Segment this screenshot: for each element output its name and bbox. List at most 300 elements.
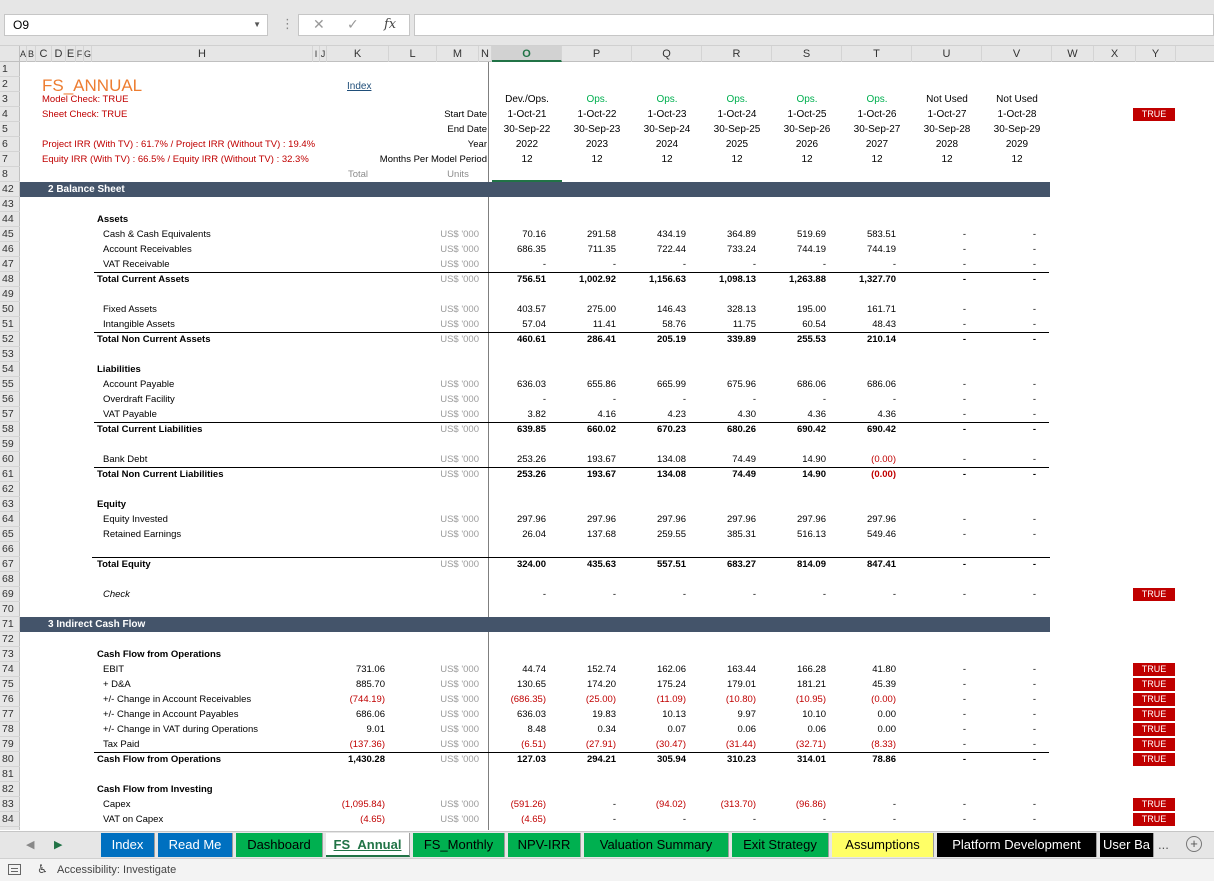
row-header[interactable]: 45 — [0, 227, 20, 242]
row-header[interactable]: 42 — [0, 182, 20, 197]
value-cell[interactable]: (27.91) — [585, 739, 616, 750]
value-cell[interactable]: (686.35) — [510, 694, 546, 705]
value-cell[interactable]: 814.09 — [796, 559, 826, 570]
value-cell[interactable]: 162.06 — [656, 664, 686, 675]
value-cell[interactable]: - — [962, 424, 966, 435]
column-header-w[interactable]: W — [1052, 46, 1094, 62]
value-cell[interactable]: - — [1032, 559, 1036, 570]
column-header-k[interactable]: K — [327, 46, 389, 62]
column-header-a[interactable]: A — [20, 46, 27, 62]
value-cell[interactable]: 328.13 — [726, 304, 756, 315]
value-cell[interactable]: - — [892, 589, 896, 600]
value-cell[interactable]: - — [1032, 229, 1036, 240]
name-box[interactable] — [4, 14, 268, 36]
value-cell[interactable]: - — [612, 814, 616, 825]
tab-exit-strategy[interactable]: Exit Strategy — [732, 833, 829, 857]
formula-input[interactable] — [414, 14, 1214, 36]
value-cell[interactable]: (0.00) — [871, 454, 896, 465]
value-cell[interactable]: - — [612, 259, 616, 270]
row-header[interactable]: 60 — [0, 452, 20, 467]
value-cell[interactable]: - — [1032, 424, 1036, 435]
value-cell[interactable]: - — [1032, 259, 1036, 270]
column-header-c[interactable]: C — [36, 46, 52, 62]
value-cell[interactable]: 58.76 — [662, 319, 686, 330]
value-cell[interactable]: - — [892, 259, 896, 270]
value-cell[interactable]: - — [962, 304, 966, 315]
more-tabs-icon[interactable]: ... — [1158, 837, 1169, 852]
column-header-d[interactable]: D — [52, 46, 66, 62]
value-cell[interactable]: - — [612, 589, 616, 600]
value-cell[interactable]: (4.65) — [521, 814, 546, 825]
value-cell[interactable]: 4.36 — [807, 409, 826, 420]
enter-icon[interactable]: ✓ — [347, 16, 359, 32]
column-header-e[interactable]: E — [66, 48, 75, 60]
value-cell[interactable]: 711.35 — [587, 244, 616, 255]
value-cell[interactable]: 161.71 — [866, 304, 896, 315]
value-cell[interactable]: 11.41 — [592, 319, 616, 330]
value-cell[interactable]: 847.41 — [866, 559, 896, 570]
value-cell[interactable]: - — [892, 394, 896, 405]
value-cell[interactable]: - — [1032, 709, 1036, 720]
value-cell[interactable]: - — [822, 394, 826, 405]
value-cell[interactable]: - — [962, 334, 966, 345]
row-header[interactable]: 48 — [0, 272, 20, 287]
value-cell[interactable]: (8.33) — [871, 739, 896, 750]
value-cell[interactable]: 48.43 — [872, 319, 896, 330]
value-cell[interactable]: 74.49 — [732, 454, 756, 465]
value-cell[interactable]: - — [1032, 394, 1036, 405]
value-cell[interactable]: 4.36 — [877, 409, 896, 420]
value-cell[interactable]: - — [962, 244, 966, 255]
value-cell[interactable]: - — [892, 814, 896, 825]
value-cell[interactable]: 205.19 — [656, 334, 686, 345]
worksheet-grid[interactable] — [20, 62, 1176, 830]
value-cell[interactable]: 255.53 — [796, 334, 826, 345]
value-cell[interactable]: 460.61 — [516, 334, 546, 345]
value-cell[interactable]: 193.67 — [586, 469, 616, 480]
value-cell[interactable]: 686.06 — [866, 379, 896, 390]
row-header[interactable]: 79 — [0, 737, 20, 752]
index-link[interactable]: Index — [347, 81, 372, 92]
row-header[interactable]: 55 — [0, 377, 20, 392]
accessibility-status[interactable]: Accessibility: Investigate — [57, 864, 177, 876]
row-header[interactable]: 66 — [0, 542, 20, 557]
value-cell[interactable]: 4.23 — [667, 409, 686, 420]
value-cell[interactable]: 41.80 — [872, 664, 896, 675]
tab-platform-development[interactable]: Platform Development — [937, 833, 1097, 857]
row-header[interactable]: 3 — [0, 92, 20, 107]
value-cell[interactable]: 339.89 — [726, 334, 756, 345]
value-cell[interactable]: (94.02) — [655, 799, 686, 810]
column-header-m[interactable]: M — [437, 46, 479, 62]
accessibility-icon[interactable]: ♿ — [37, 862, 48, 876]
value-cell[interactable]: - — [1032, 754, 1036, 765]
chevron-down-icon[interactable]: ▼ — [253, 20, 261, 29]
value-cell[interactable]: 130.65 — [516, 679, 546, 690]
value-cell[interactable]: 3.82 — [527, 409, 546, 420]
value-cell[interactable]: - — [962, 589, 966, 600]
value-cell[interactable]: - — [962, 529, 966, 540]
value-cell[interactable]: 297.96 — [516, 514, 546, 525]
value-cell[interactable]: - — [1032, 454, 1036, 465]
value-cell[interactable]: - — [962, 739, 966, 750]
value-cell[interactable]: (313.70) — [720, 799, 756, 810]
column-header-t[interactable]: T — [842, 46, 912, 62]
column-header-x[interactable]: X — [1094, 46, 1136, 62]
value-cell[interactable]: 305.94 — [656, 754, 686, 765]
row-header[interactable]: 7 — [0, 152, 20, 167]
value-cell[interactable]: - — [962, 679, 966, 690]
value-cell[interactable]: 181.21 — [796, 679, 826, 690]
value-cell[interactable]: - — [962, 394, 966, 405]
value-cell[interactable]: 291.58 — [586, 229, 616, 240]
value-cell[interactable]: 385.31 — [726, 529, 756, 540]
column-header-y[interactable]: Y — [1136, 46, 1176, 62]
value-cell[interactable]: 11.75 — [732, 319, 756, 330]
row-header[interactable]: 54 — [0, 362, 20, 377]
tab-fs-monthly[interactable]: FS_Monthly — [413, 833, 505, 857]
value-cell[interactable]: - — [962, 514, 966, 525]
value-cell[interactable]: 210.14 — [866, 334, 896, 345]
value-cell[interactable]: (6.51) — [521, 739, 546, 750]
value-cell[interactable]: 0.00 — [877, 724, 896, 735]
value-cell[interactable]: 557.51 — [656, 559, 686, 570]
value-cell[interactable]: 686.06 — [796, 379, 826, 390]
value-cell[interactable]: 0.07 — [667, 724, 686, 735]
row-header[interactable]: 70 — [0, 602, 20, 617]
value-cell[interactable]: (0.00) — [871, 469, 896, 480]
value-cell[interactable]: 722.44 — [656, 244, 686, 255]
value-cell[interactable]: 10.13 — [662, 709, 686, 720]
tab-valuation-summary[interactable]: Valuation Summary — [584, 833, 729, 857]
column-header-l[interactable]: L — [389, 46, 437, 62]
cancel-icon[interactable]: ✕ — [313, 16, 325, 32]
value-cell[interactable]: 0.00 — [877, 709, 896, 720]
row-header[interactable]: 46 — [0, 242, 20, 257]
row-header[interactable]: 84 — [0, 812, 20, 827]
value-cell[interactable]: (30.47) — [655, 739, 686, 750]
column-header-r[interactable]: R — [702, 46, 772, 62]
insert-function-icon[interactable]: fx — [384, 17, 397, 32]
row-header[interactable]: 65 — [0, 527, 20, 542]
value-cell[interactable]: 733.24 — [726, 244, 756, 255]
value-cell[interactable]: - — [1032, 529, 1036, 540]
value-cell[interactable]: 675.96 — [726, 379, 756, 390]
row-header[interactable]: 57 — [0, 407, 20, 422]
value-cell[interactable]: 253.26 — [516, 469, 546, 480]
value-cell[interactable]: 8.48 — [527, 724, 546, 735]
value-cell[interactable]: - — [752, 394, 756, 405]
value-cell[interactable]: 660.02 — [586, 424, 616, 435]
row-header[interactable]: 68 — [0, 572, 20, 587]
row-header[interactable]: 81 — [0, 767, 20, 782]
value-cell[interactable]: 297.96 — [726, 514, 756, 525]
row-header[interactable]: 6 — [0, 137, 20, 152]
row-header[interactable]: 49 — [0, 287, 20, 302]
row-header[interactable]: 8 — [0, 167, 20, 182]
value-cell[interactable]: 275.00 — [586, 304, 616, 315]
value-cell[interactable]: - — [962, 754, 966, 765]
value-cell[interactable]: 756.51 — [516, 274, 546, 285]
value-cell[interactable]: - — [962, 724, 966, 735]
value-cell[interactable]: 364.89 — [726, 229, 756, 240]
value-cell[interactable]: 45.39 — [872, 679, 896, 690]
value-cell[interactable]: 665.99 — [656, 379, 686, 390]
tab-read-me[interactable]: Read Me — [158, 833, 233, 857]
value-cell[interactable]: (25.00) — [585, 694, 616, 705]
row-header[interactable]: 2 — [0, 77, 20, 92]
value-cell[interactable]: - — [1032, 679, 1036, 690]
value-cell[interactable]: 683.27 — [726, 559, 756, 570]
row-header[interactable]: 67 — [0, 557, 20, 572]
value-cell[interactable]: 516.13 — [796, 529, 826, 540]
value-cell[interactable]: 1,327.70 — [859, 274, 896, 285]
row-header[interactable]: 83 — [0, 797, 20, 812]
value-cell[interactable]: 57.04 — [522, 319, 546, 330]
value-cell[interactable]: 686.35 — [516, 244, 546, 255]
column-header-b[interactable]: B — [27, 46, 36, 62]
column-header-p[interactable]: P — [562, 46, 632, 62]
row-header[interactable]: 50 — [0, 302, 20, 317]
column-header-i[interactable]: I — [313, 46, 320, 62]
value-cell[interactable]: - — [962, 274, 966, 285]
row-header[interactable]: 52 — [0, 332, 20, 347]
row-header[interactable]: 76 — [0, 692, 20, 707]
value-cell[interactable]: 78.86 — [872, 754, 896, 765]
value-cell[interactable]: 636.03 — [516, 379, 546, 390]
value-cell[interactable]: - — [962, 319, 966, 330]
value-cell[interactable]: 1,263.88 — [789, 274, 826, 285]
row-header[interactable]: 80 — [0, 752, 20, 767]
value-cell[interactable]: - — [612, 394, 616, 405]
value-cell[interactable]: 583.51 — [866, 229, 896, 240]
value-cell[interactable]: 286.41 — [586, 334, 616, 345]
value-cell[interactable]: - — [822, 814, 826, 825]
value-cell[interactable]: - — [1032, 304, 1036, 315]
row-header[interactable]: 4 — [0, 107, 20, 122]
value-cell[interactable]: 44.74 — [522, 664, 546, 675]
value-cell[interactable]: 163.44 — [726, 664, 756, 675]
value-cell[interactable]: 19.83 — [592, 709, 616, 720]
more-options-icon[interactable]: ⋮ — [281, 16, 294, 31]
column-header-o[interactable]: O — [492, 46, 562, 62]
tab-assumptions[interactable]: Assumptions — [832, 833, 934, 857]
value-cell[interactable]: - — [1032, 379, 1036, 390]
row-header[interactable]: 5 — [0, 122, 20, 137]
value-cell[interactable]: - — [682, 589, 686, 600]
value-cell[interactable]: - — [1032, 514, 1036, 525]
row-header[interactable]: 69 — [0, 587, 20, 602]
value-cell[interactable]: 14.90 — [802, 454, 826, 465]
value-cell[interactable]: - — [962, 454, 966, 465]
row-header[interactable]: 51 — [0, 317, 20, 332]
value-cell[interactable]: - — [1032, 814, 1036, 825]
value-cell[interactable]: 127.03 — [516, 754, 546, 765]
value-cell[interactable]: - — [1032, 469, 1036, 480]
value-cell[interactable]: 314.01 — [796, 754, 826, 765]
value-cell[interactable]: 324.00 — [516, 559, 546, 570]
value-cell[interactable]: 655.86 — [586, 379, 616, 390]
value-cell[interactable]: 297.96 — [866, 514, 896, 525]
value-cell[interactable]: 403.57 — [516, 304, 546, 315]
value-cell[interactable]: 146.43 — [656, 304, 686, 315]
value-cell[interactable]: 70.16 — [522, 229, 546, 240]
value-cell[interactable]: - — [542, 394, 546, 405]
row-header[interactable]: 44 — [0, 212, 20, 227]
value-cell[interactable]: 297.96 — [656, 514, 686, 525]
value-cell[interactable]: - — [822, 589, 826, 600]
tab-index[interactable]: Index — [101, 833, 155, 857]
value-cell[interactable]: - — [962, 469, 966, 480]
column-header-s[interactable]: S — [772, 46, 842, 62]
scroll-right-icon[interactable]: ▶ — [54, 839, 63, 851]
value-cell[interactable]: 195.00 — [796, 304, 826, 315]
column-header-j[interactable]: J — [320, 46, 327, 62]
row-header[interactable]: 56 — [0, 392, 20, 407]
tab-fs-annual[interactable]: FS_Annual — [326, 833, 410, 857]
value-cell[interactable]: 193.67 — [586, 454, 616, 465]
value-cell[interactable]: 166.28 — [796, 664, 826, 675]
row-header[interactable]: 62 — [0, 482, 20, 497]
value-cell[interactable]: 175.24 — [656, 679, 686, 690]
value-cell[interactable]: - — [682, 394, 686, 405]
value-cell[interactable]: (10.95) — [795, 694, 826, 705]
value-cell[interactable]: - — [962, 409, 966, 420]
value-cell[interactable]: 1,098.13 — [719, 274, 756, 285]
value-cell[interactable]: - — [962, 709, 966, 720]
value-cell[interactable]: - — [612, 799, 616, 810]
value-cell[interactable]: 310.23 — [726, 754, 756, 765]
value-cell[interactable]: (32.71) — [795, 739, 826, 750]
value-cell[interactable]: 0.06 — [737, 724, 756, 735]
value-cell[interactable]: - — [962, 229, 966, 240]
value-cell[interactable]: - — [542, 589, 546, 600]
value-cell[interactable]: 435.63 — [586, 559, 616, 570]
row-header[interactable]: 77 — [0, 707, 20, 722]
value-cell[interactable]: 690.42 — [866, 424, 896, 435]
row-header[interactable]: 61 — [0, 467, 20, 482]
value-cell[interactable]: 137.68 — [586, 529, 616, 540]
value-cell[interactable]: - — [752, 814, 756, 825]
value-cell[interactable]: 174.20 — [586, 679, 616, 690]
column-header-v[interactable]: V — [982, 46, 1052, 62]
value-cell[interactable]: 134.08 — [656, 469, 686, 480]
value-cell[interactable]: - — [1032, 244, 1036, 255]
value-cell[interactable]: - — [1032, 739, 1036, 750]
row-header[interactable]: 47 — [0, 257, 20, 272]
value-cell[interactable]: - — [682, 259, 686, 270]
row-header[interactable]: 59 — [0, 437, 20, 452]
value-cell[interactable]: 670.23 — [656, 424, 686, 435]
row-header[interactable]: 78 — [0, 722, 20, 737]
tab-dashboard[interactable]: Dashboard — [236, 833, 323, 857]
add-sheet-icon[interactable]: + — [1186, 836, 1202, 852]
value-cell[interactable]: - — [962, 664, 966, 675]
row-header[interactable]: 82 — [0, 782, 20, 797]
value-cell[interactable]: - — [1032, 589, 1036, 600]
row-header[interactable]: 75 — [0, 677, 20, 692]
value-cell[interactable]: 9.97 — [737, 709, 756, 720]
value-cell[interactable]: - — [1032, 799, 1036, 810]
value-cell[interactable]: 434.19 — [656, 229, 686, 240]
value-cell[interactable]: 639.85 — [516, 424, 546, 435]
column-header-g[interactable]: G — [84, 46, 92, 62]
row-header[interactable]: 1 — [0, 62, 20, 77]
value-cell[interactable]: 14.90 — [802, 469, 826, 480]
value-cell[interactable]: 253.26 — [516, 454, 546, 465]
value-cell[interactable]: - — [892, 799, 896, 810]
row-header[interactable]: 58 — [0, 422, 20, 437]
row-header[interactable]: 71 — [0, 617, 20, 632]
row-header[interactable]: 63 — [0, 497, 20, 512]
value-cell[interactable]: (0.00) — [871, 694, 896, 705]
value-cell[interactable]: 519.69 — [796, 229, 826, 240]
value-cell[interactable]: 1,156.63 — [649, 274, 686, 285]
value-cell[interactable]: (10.80) — [725, 694, 756, 705]
value-cell[interactable]: - — [962, 799, 966, 810]
row-header[interactable]: 74 — [0, 662, 20, 677]
value-cell[interactable]: 4.16 — [597, 409, 616, 420]
value-cell[interactable]: - — [962, 694, 966, 705]
value-cell[interactable]: 680.26 — [726, 424, 756, 435]
value-cell[interactable]: - — [1032, 334, 1036, 345]
value-cell[interactable]: 60.54 — [802, 319, 826, 330]
value-cell[interactable]: 10.10 — [802, 709, 826, 720]
value-cell[interactable]: 0.06 — [807, 724, 826, 735]
value-cell[interactable]: 636.03 — [516, 709, 546, 720]
value-cell[interactable]: 549.46 — [866, 529, 896, 540]
value-cell[interactable]: - — [752, 259, 756, 270]
scroll-left-icon[interactable]: ◀ — [26, 839, 35, 851]
value-cell[interactable]: 4.30 — [737, 409, 756, 420]
row-header[interactable]: 72 — [0, 632, 20, 647]
value-cell[interactable]: 26.04 — [522, 529, 546, 540]
value-cell[interactable]: 1,002.92 — [579, 274, 616, 285]
value-cell[interactable]: (31.44) — [725, 739, 756, 750]
value-cell[interactable]: - — [542, 259, 546, 270]
value-cell[interactable]: (591.26) — [510, 799, 546, 810]
value-cell[interactable]: 0.34 — [597, 724, 616, 735]
value-cell[interactable]: 297.96 — [796, 514, 826, 525]
row-header[interactable]: 43 — [0, 197, 20, 212]
value-cell[interactable]: 259.55 — [656, 529, 686, 540]
row-header[interactable]: 64 — [0, 512, 20, 527]
row-header[interactable]: 73 — [0, 647, 20, 662]
column-header-f[interactable]: F — [76, 46, 84, 62]
tab-npv-irr[interactable]: NPV-IRR — [508, 833, 581, 857]
value-cell[interactable]: - — [682, 814, 686, 825]
value-cell[interactable]: 690.42 — [796, 424, 826, 435]
column-header-q[interactable]: Q — [632, 46, 702, 62]
value-cell[interactable]: - — [1032, 724, 1036, 735]
value-cell[interactable]: 179.01 — [726, 679, 756, 690]
value-cell[interactable]: - — [962, 814, 966, 825]
value-cell[interactable]: - — [962, 259, 966, 270]
value-cell[interactable]: - — [1032, 409, 1036, 420]
column-header-h[interactable]: H — [92, 46, 313, 62]
value-cell[interactable]: - — [962, 379, 966, 390]
value-cell[interactable]: 152.74 — [586, 664, 616, 675]
value-cell[interactable]: - — [752, 589, 756, 600]
value-cell[interactable]: 744.19 — [796, 244, 826, 255]
value-cell[interactable]: - — [1032, 319, 1036, 330]
value-cell[interactable]: - — [822, 259, 826, 270]
column-header-n[interactable]: N — [479, 46, 492, 62]
value-cell[interactable]: 294.21 — [586, 754, 616, 765]
value-cell[interactable]: - — [1032, 694, 1036, 705]
value-cell[interactable]: - — [1032, 664, 1036, 675]
value-cell[interactable]: 744.19 — [866, 244, 896, 255]
